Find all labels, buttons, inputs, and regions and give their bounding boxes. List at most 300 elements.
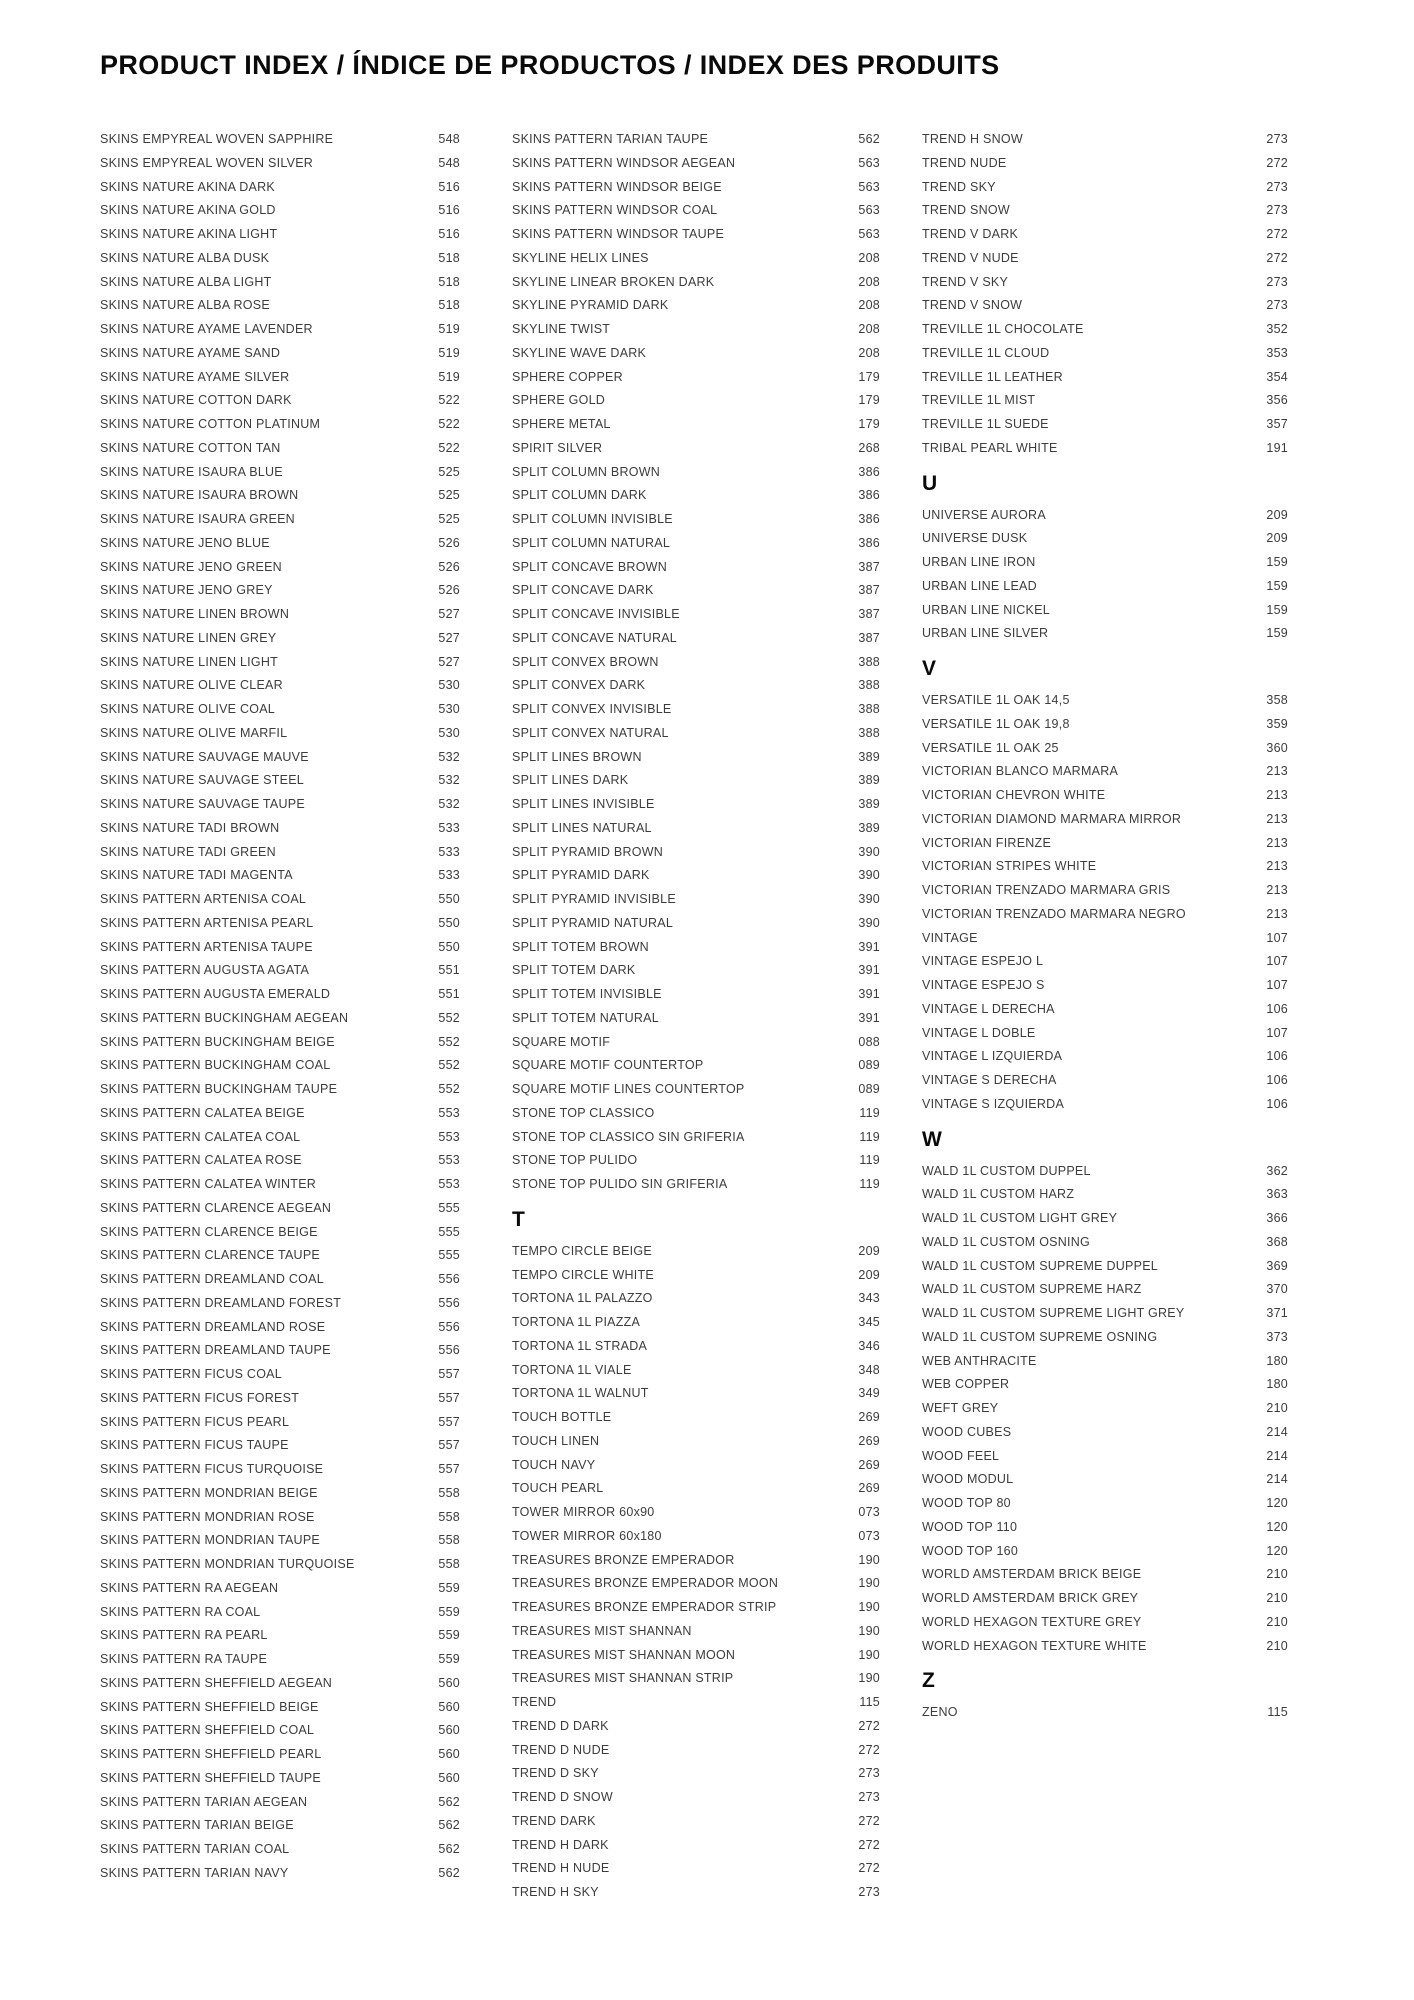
index-entry — [100, 1506, 460, 1530]
entry-name: SKINS NATURE OLIVE CLEAR — [100, 678, 283, 693]
index-entry — [100, 1601, 460, 1625]
index-entry — [100, 294, 460, 318]
entry-page-number: 560 — [438, 1675, 460, 1690]
entry-page-number: 550 — [438, 939, 460, 954]
index-entry — [512, 1762, 880, 1786]
entry-page-number: 345 — [858, 1315, 880, 1329]
index-entry — [512, 1715, 880, 1739]
entry-page-number: 387 — [858, 630, 880, 645]
index-entry — [100, 1197, 460, 1221]
index-entry — [922, 342, 1288, 366]
entry-name: SPLIT LINES DARK — [512, 773, 629, 788]
index-entry — [512, 223, 880, 247]
entry-page-number: 532 — [438, 749, 460, 764]
entry-page-number: 559 — [438, 1580, 460, 1595]
index-entry — [922, 1397, 1288, 1421]
entry-name: TOWER MIRROR 60x180 — [512, 1528, 662, 1543]
entry-name: SPLIT COLUMN INVISIBLE — [512, 512, 673, 526]
entry-page-number: 119 — [859, 1105, 880, 1120]
entry-name: VINTAGE S DERECHA — [922, 1073, 1057, 1087]
entry-name: SKINS PATTERN CALATEA ROSE — [100, 1153, 302, 1168]
entry-name: SKINS PATTERN BUCKINGHAM AEGEAN — [100, 1010, 349, 1025]
entry-name: VINTAGE — [922, 930, 978, 945]
entry-name: SKINS PATTERN RA COAL — [100, 1604, 261, 1619]
entry-page-number: 389 — [858, 773, 880, 788]
index-entry — [922, 1587, 1288, 1611]
index-entry — [512, 532, 880, 556]
entry-name: SKINS PATTERN SHEFFIELD BEIGE — [100, 1699, 319, 1714]
entry-page-number: 560 — [438, 1770, 460, 1785]
entry-name: SKINS PATTERN ARTENISA COAL — [100, 892, 307, 906]
entry-name: SPLIT TOTEM BROWN — [512, 939, 649, 954]
entry-name: SPLIT CONVEX BROWN — [512, 654, 659, 669]
entry-page-number: 391 — [858, 939, 880, 954]
entry-name: SPLIT PYRAMID DARK — [512, 868, 650, 883]
entry-page-number: 115 — [1267, 1705, 1288, 1720]
entry-name: WEB ANTHRACITE — [922, 1353, 1037, 1368]
entry-page-number: 359 — [1266, 716, 1288, 731]
entry-name: TORTONA 1L WALNUT — [512, 1386, 649, 1401]
index-entry — [512, 1078, 880, 1102]
entry-name: SKINS PATTERN FICUS TAUPE — [100, 1438, 289, 1453]
index-entry — [922, 504, 1288, 528]
entry-name: TREND D SNOW — [512, 1790, 613, 1804]
entry-page-number: 386 — [858, 464, 880, 479]
index-entry — [922, 294, 1288, 318]
entry-page-number: 354 — [1266, 369, 1288, 384]
entry-page-number: 371 — [1266, 1306, 1288, 1320]
entry-name: UNIVERSE AURORA — [922, 507, 1046, 522]
entry-name: SKINS PATTERN CLARENCE AEGEAN — [100, 1200, 332, 1215]
index-entry — [100, 1458, 460, 1482]
index-entry — [100, 1482, 460, 1506]
entry-page-number: 387 — [858, 607, 880, 621]
entry-name: TREND SKY — [922, 179, 996, 194]
entry-page-number: 213 — [1266, 788, 1288, 802]
entry-page-number: 552 — [438, 1010, 460, 1025]
entry-name: WALD 1L CUSTOM SUPREME OSNING — [922, 1329, 1158, 1344]
entry-page-number: 522 — [438, 417, 460, 431]
index-column-3 — [922, 128, 1288, 1725]
index-entry — [100, 912, 460, 936]
entry-name: WOOD TOP 110 — [922, 1519, 1018, 1534]
entry-name: SKINS PATTERN BUCKINGHAM TAUPE — [100, 1082, 338, 1096]
entry-name: SKYLINE PYRAMID DARK — [512, 298, 669, 313]
entry-page-number: 209 — [1266, 507, 1288, 522]
entry-name: VERSATILE 1L OAK 14,5 — [922, 693, 1070, 707]
index-entry — [100, 888, 460, 912]
index-entry — [100, 413, 460, 437]
entry-page-number: 159 — [1266, 555, 1288, 569]
entry-name: TREND H SNOW — [922, 132, 1023, 146]
entry-name: SKINS NATURE ISAURA BLUE — [100, 464, 283, 479]
index-entry — [100, 841, 460, 865]
entry-name: WORLD HEXAGON TEXTURE WHITE — [922, 1638, 1147, 1653]
index-entry — [100, 1292, 460, 1316]
entry-page-number: 269 — [858, 1410, 880, 1424]
entry-name: SKINS PATTERN CALATEA WINTER — [100, 1177, 317, 1191]
entry-page-number: 210 — [1266, 1591, 1288, 1605]
entry-name: SKINS NATURE SAUVAGE MAUVE — [100, 749, 309, 764]
index-entry — [100, 1316, 460, 1340]
entry-page-number: 272 — [858, 1813, 880, 1828]
entry-page-number: 273 — [1266, 298, 1288, 313]
entry-name: SKINS NATURE ALBA LIGHT — [100, 274, 272, 289]
index-entry — [922, 527, 1288, 551]
entry-name: TORTONA 1L PIAZZA — [512, 1315, 641, 1329]
entry-page-number: 530 — [438, 702, 460, 716]
index-entry — [512, 1264, 880, 1288]
entry-name: TREND H SKY — [512, 1885, 599, 1899]
entry-page-number: 272 — [858, 1837, 880, 1852]
entry-name: TORTONA 1L STRADA — [512, 1338, 648, 1353]
index-entry — [512, 199, 880, 223]
entry-name: VICTORIAN DIAMOND MARMARA MIRROR — [922, 811, 1182, 826]
entry-name: SPLIT TOTEM NATURAL — [512, 1010, 659, 1025]
index-entry — [512, 247, 880, 271]
entry-page-number: 352 — [1266, 322, 1288, 336]
entry-name: SKINS PATTERN FICUS TURQUOISE — [100, 1462, 324, 1476]
index-entry — [922, 318, 1288, 342]
entry-name: SKINS NATURE JENO GREEN — [100, 559, 282, 574]
entry-page-number: 516 — [438, 203, 460, 218]
entry-page-number: 107 — [1266, 1025, 1288, 1040]
entry-page-number: 553 — [438, 1153, 460, 1168]
entry-name: SKINS PATTERN TARIAN AEGEAN — [100, 1794, 308, 1809]
entry-name: SKINS PATTERN WINDSOR TAUPE — [512, 227, 725, 241]
entry-page-number: 107 — [1266, 954, 1288, 969]
entry-name: SPLIT CONCAVE DARK — [512, 583, 654, 598]
index-entry — [100, 508, 460, 532]
entry-page-number: 526 — [438, 583, 460, 598]
entry-name: WOOD TOP 80 — [922, 1496, 1011, 1510]
section-letter: T — [512, 1207, 526, 1231]
entry-name: SKINS PATTERN FICUS PEARL — [100, 1414, 290, 1429]
index-entry — [100, 1862, 460, 1886]
index-entry — [100, 959, 460, 983]
entry-page-number: 525 — [438, 488, 460, 503]
index-entry — [922, 1516, 1288, 1540]
entry-page-number: 562 — [858, 132, 880, 146]
index-entry — [512, 912, 880, 936]
entry-name: SPLIT COLUMN DARK — [512, 488, 647, 503]
entry-page-number: 516 — [438, 227, 460, 241]
index-entry — [512, 817, 880, 841]
index-entry — [100, 1838, 460, 1862]
index-entry — [512, 1031, 880, 1055]
entry-name: SKYLINE LINEAR BROKEN DARK — [512, 274, 715, 289]
entry-name: SPLIT TOTEM INVISIBLE — [512, 987, 662, 1001]
entry-name: WALD 1L CUSTOM SUPREME LIGHT GREY — [922, 1306, 1185, 1320]
entry-name: SKINS PATTERN RA PEARL — [100, 1628, 268, 1643]
index-entry — [100, 152, 460, 176]
entry-page-number: 214 — [1266, 1472, 1288, 1487]
entry-name: SKINS NATURE ISAURA GREEN — [100, 512, 295, 526]
index-entry — [922, 760, 1288, 784]
index-entry — [922, 903, 1288, 927]
entry-page-number: 209 — [1266, 531, 1288, 546]
entry-name: TREND V SKY — [922, 274, 1009, 289]
index-entry — [100, 342, 460, 366]
entry-page-number: 522 — [438, 393, 460, 408]
entry-name: TREND H NUDE — [512, 1861, 610, 1876]
entry-page-number: 522 — [438, 440, 460, 455]
index-entry — [512, 294, 880, 318]
index-entry — [100, 698, 460, 722]
entry-name: SKINS NATURE TADI BROWN — [100, 820, 280, 835]
entry-page-number: 388 — [858, 702, 880, 716]
entry-name: VICTORIAN BLANCO MARMARA — [922, 764, 1119, 779]
entry-page-number: 180 — [1266, 1377, 1288, 1392]
entry-name: SKINS PATTERN MONDRIAN BEIGE — [100, 1485, 318, 1500]
entry-page-number: 551 — [438, 963, 460, 978]
entry-page-number: 269 — [858, 1481, 880, 1496]
entry-page-number: 179 — [858, 393, 880, 408]
index-entry — [922, 1231, 1288, 1255]
entry-page-number: 213 — [1266, 859, 1288, 874]
index-entry — [922, 927, 1288, 951]
index-entry — [922, 1421, 1288, 1445]
index-entry — [922, 1022, 1288, 1046]
index-entry — [512, 793, 880, 817]
index-entry — [512, 1149, 880, 1173]
entry-page-number: 559 — [438, 1652, 460, 1666]
entry-name: VICTORIAN TRENZADO MARMARA GRIS — [922, 883, 1171, 897]
index-entry — [922, 1635, 1288, 1659]
entry-page-number: 208 — [858, 274, 880, 289]
entry-page-number: 530 — [438, 678, 460, 693]
entry-page-number: 519 — [438, 345, 460, 360]
entry-name: SPLIT PYRAMID BROWN — [512, 844, 664, 859]
entry-page-number: 552 — [438, 1034, 460, 1049]
index-entry — [512, 1644, 880, 1668]
entry-page-number: 533 — [438, 868, 460, 883]
entry-page-number: 159 — [1266, 602, 1288, 617]
entry-name: TEMPO CIRCLE WHITE — [512, 1267, 655, 1282]
entry-page-number: 357 — [1266, 417, 1288, 431]
index-entry — [100, 1743, 460, 1767]
entry-page-number: 268 — [858, 440, 880, 455]
entry-page-number: 209 — [858, 1243, 880, 1258]
index-entry — [100, 1624, 460, 1648]
section-header — [922, 646, 1288, 689]
entry-page-number: 179 — [858, 417, 880, 431]
page-title: PRODUCT INDEX / ÍNDICE DE PRODUCTOS / INDEX DES PRODUITS — [100, 50, 1000, 80]
entry-page-number: 559 — [438, 1628, 460, 1643]
entry-name: SKINS NATURE LINEN GREY — [100, 630, 277, 645]
index-column-2 — [512, 128, 880, 1905]
index-entry — [100, 1221, 460, 1245]
index-entry — [512, 1311, 880, 1335]
entry-name: WALD 1L CUSTOM HARZ — [922, 1187, 1075, 1202]
index-entry — [100, 627, 460, 651]
entry-name: VINTAGE ESPEJO L — [922, 954, 1044, 969]
entry-page-number: 213 — [1266, 811, 1288, 826]
entry-page-number: 119 — [859, 1129, 880, 1144]
entry-page-number: 272 — [1266, 227, 1288, 241]
index-entry — [512, 1335, 880, 1359]
entry-name: SPLIT COLUMN NATURAL — [512, 535, 671, 550]
entry-name: TREND D DARK — [512, 1718, 609, 1733]
index-entry — [922, 1255, 1288, 1279]
index-entry — [922, 784, 1288, 808]
entry-page-number: 558 — [438, 1485, 460, 1500]
index-entry — [100, 1339, 460, 1363]
entry-page-number: 563 — [858, 203, 880, 218]
section-letter: Z — [922, 1669, 936, 1693]
entry-name: VERSATILE 1L OAK 25 — [922, 740, 1059, 755]
index-entry — [100, 1577, 460, 1601]
index-entry — [512, 318, 880, 342]
entry-name: SKINS PATTERN FICUS FOREST — [100, 1390, 300, 1405]
index-entry — [922, 622, 1288, 646]
entry-name: WALD 1L CUSTOM SUPREME HARZ — [922, 1282, 1142, 1297]
entry-page-number: 106 — [1266, 1049, 1288, 1064]
entry-name: SKINS NATURE LINEN LIGHT — [100, 654, 279, 669]
entry-page-number: 273 — [858, 1766, 880, 1781]
entry-name: URBAN LINE NICKEL — [922, 602, 1050, 617]
entry-name: TREASURES BRONZE EMPERADOR MOON — [512, 1576, 779, 1591]
entry-name: TEMPO CIRCLE BEIGE — [512, 1243, 652, 1258]
entry-name: SPLIT PYRAMID INVISIBLE — [512, 892, 676, 906]
index-entry — [100, 983, 460, 1007]
index-entry — [922, 575, 1288, 599]
entry-name: SKYLINE HELIX LINES — [512, 250, 649, 265]
entry-page-number: 550 — [438, 892, 460, 906]
section-letter: V — [922, 657, 937, 680]
entry-page-number: 272 — [858, 1742, 880, 1757]
entry-page-number: 190 — [858, 1623, 880, 1638]
entry-name: SKINS NATURE LINEN BROWN — [100, 607, 290, 621]
index-entry — [922, 199, 1288, 223]
entry-name: SKINS NATURE AKINA GOLD — [100, 203, 276, 218]
index-entry — [922, 389, 1288, 413]
index-entry — [512, 1359, 880, 1383]
entry-name: SKINS NATURE ALBA DUSK — [100, 250, 270, 265]
entry-name: SKINS PATTERN TARIAN BEIGE — [100, 1818, 294, 1833]
entry-page-number: 556 — [438, 1319, 460, 1334]
index-entry — [100, 1387, 460, 1411]
index-entry — [100, 1791, 460, 1815]
entry-page-number: 180 — [1266, 1353, 1288, 1368]
index-entry — [512, 769, 880, 793]
index-entry — [512, 746, 880, 770]
entry-name: SPLIT COLUMN BROWN — [512, 464, 661, 479]
index-entry — [512, 389, 880, 413]
entry-name: SKINS NATURE ALBA ROSE — [100, 298, 270, 313]
entry-page-number: 527 — [438, 654, 460, 669]
entry-page-number: 273 — [1266, 132, 1288, 146]
entry-page-number: 210 — [1266, 1567, 1288, 1582]
entry-page-number: 106 — [1266, 1001, 1288, 1016]
index-entry — [512, 1810, 880, 1834]
index-entry — [100, 1149, 460, 1173]
index-entry — [922, 271, 1288, 295]
entry-name: SKINS PATTERN DREAMLAND ROSE — [100, 1319, 326, 1334]
entry-name: SKINS PATTERN WINDSOR COAL — [512, 203, 718, 218]
index-entry — [100, 1672, 460, 1696]
entry-name: SPIRIT SILVER — [512, 440, 603, 455]
entry-name: SKINS NATURE AKINA LIGHT — [100, 227, 278, 241]
entry-page-number: 073 — [858, 1528, 880, 1543]
entry-name: VERSATILE 1L OAK 19,8 — [922, 716, 1070, 731]
index-entry — [922, 950, 1288, 974]
index-entry — [512, 651, 880, 675]
section-header — [922, 461, 1288, 504]
entry-name: SKINS NATURE AYAME SAND — [100, 345, 281, 360]
entry-page-number: 120 — [1266, 1519, 1288, 1534]
entry-name: VICTORIAN FIRENZE — [922, 835, 1052, 850]
entry-name: TREASURES MIST SHANNAN STRIP — [512, 1671, 734, 1686]
index-entry — [100, 271, 460, 295]
index-entry — [100, 318, 460, 342]
index-entry — [922, 152, 1288, 176]
entry-page-number: 272 — [858, 1861, 880, 1876]
entry-name: SKINS PATTERN TARIAN TAUPE — [512, 132, 709, 146]
entry-page-number: 557 — [438, 1390, 460, 1405]
entry-page-number: 213 — [1266, 764, 1288, 779]
index-entry — [512, 983, 880, 1007]
entry-page-number: 190 — [858, 1576, 880, 1591]
index-entry — [100, 128, 460, 152]
index-entry — [922, 366, 1288, 390]
entry-name: SPLIT LINES NATURAL — [512, 820, 652, 835]
entry-name: TORTONA 1L VIALE — [512, 1362, 632, 1377]
index-entry — [922, 1183, 1288, 1207]
index-entry — [100, 793, 460, 817]
index-entry — [100, 389, 460, 413]
entry-name: TRIBAL PEARL WHITE — [922, 440, 1058, 455]
index-entry — [100, 556, 460, 580]
index-entry — [100, 864, 460, 888]
entry-page-number: 389 — [858, 820, 880, 835]
entry-name: VICTORIAN TRENZADO MARMARA NEGRO — [922, 906, 1186, 921]
entry-name: SPLIT CONCAVE BROWN — [512, 559, 668, 574]
entry-page-number: 190 — [858, 1552, 880, 1567]
entry-page-number: 208 — [858, 250, 880, 265]
index-entry — [100, 936, 460, 960]
entry-page-number: 390 — [858, 915, 880, 930]
index-entry — [100, 1363, 460, 1387]
index-entry — [512, 342, 880, 366]
entry-page-number: 346 — [858, 1338, 880, 1353]
entry-page-number: 390 — [858, 844, 880, 859]
entry-name: TREND V SNOW — [922, 298, 1023, 313]
index-entry — [100, 1031, 460, 1055]
entry-name: TREASURES BRONZE EMPERADOR STRIP — [512, 1600, 777, 1614]
entry-name: SKINS NATURE COTTON TAN — [100, 440, 281, 455]
index-entry — [512, 603, 880, 627]
entry-name: SKINS PATTERN WINDSOR BEIGE — [512, 179, 722, 194]
index-entry — [100, 247, 460, 271]
entry-page-number: 558 — [438, 1557, 460, 1571]
entry-page-number: 557 — [438, 1462, 460, 1476]
entry-page-number: 563 — [858, 155, 880, 170]
index-entry — [922, 1302, 1288, 1326]
index-entry — [512, 1881, 880, 1905]
entry-page-number: 562 — [438, 1818, 460, 1833]
entry-name: SKINS NATURE ISAURA BROWN — [100, 488, 299, 503]
index-entry — [922, 974, 1288, 998]
entry-name: TREND H DARK — [512, 1837, 609, 1852]
index-entry — [512, 437, 880, 461]
entry-page-number: 557 — [438, 1438, 460, 1453]
index-entry — [922, 689, 1288, 713]
section-header — [922, 1658, 1288, 1701]
entry-page-number: 518 — [438, 298, 460, 313]
index-entry — [922, 855, 1288, 879]
entry-page-number: 214 — [1266, 1448, 1288, 1463]
